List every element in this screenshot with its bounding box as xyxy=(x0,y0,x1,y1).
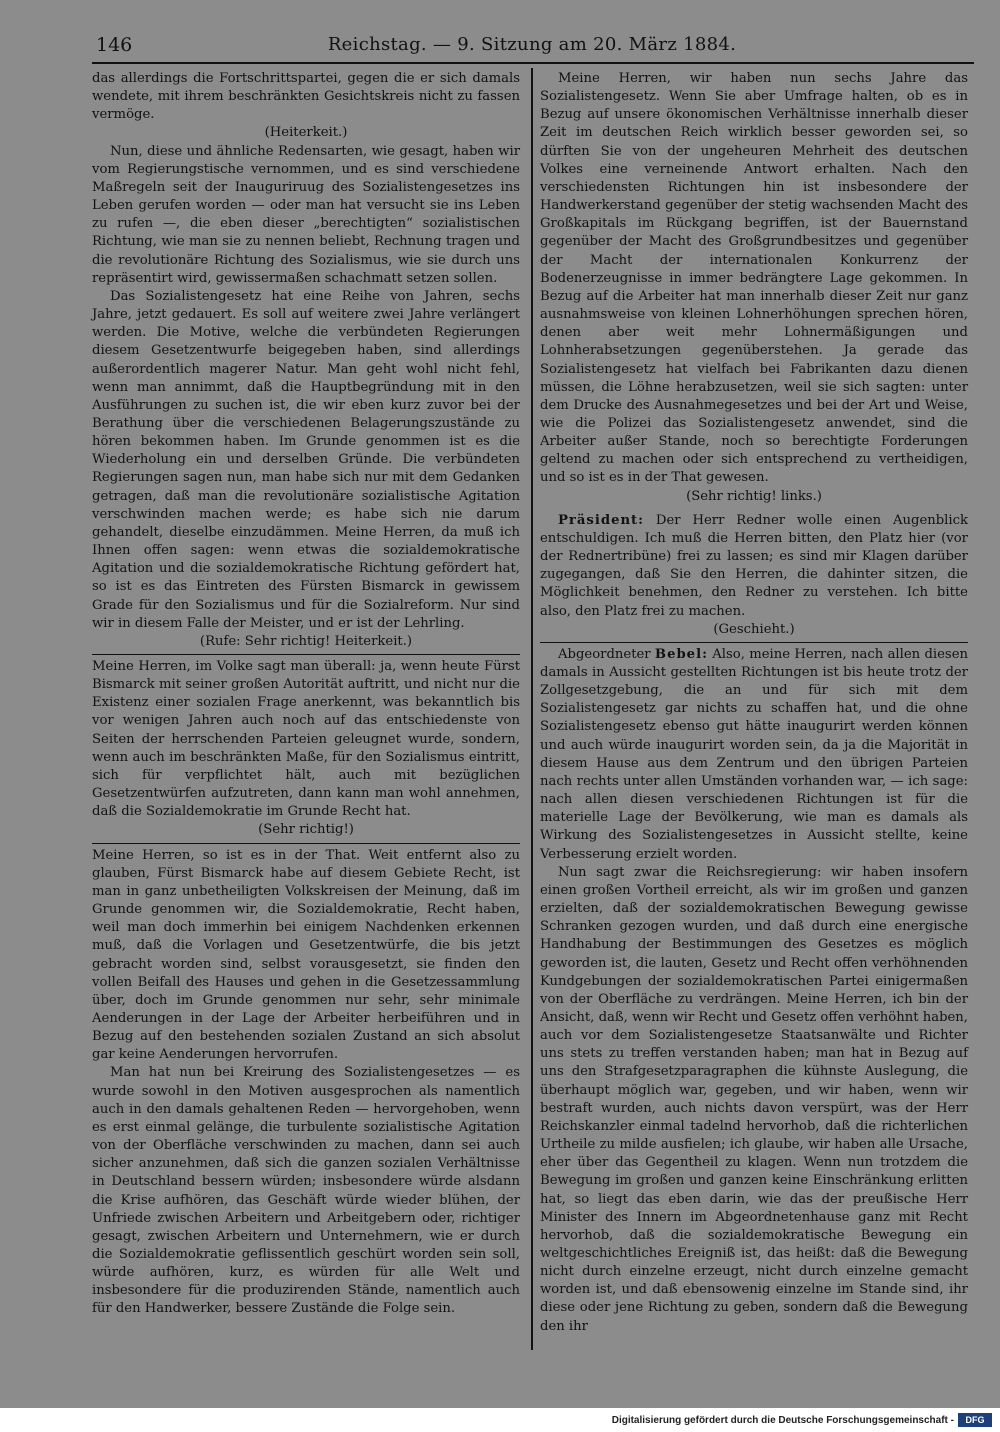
paragraph: Man hat nun bei Kreirung des Sozialistengesetzes — es wurde sowohl in den Motiven ausgesprochen als namentlich auch in den damals gehaltenen Reden — hervorgehoben, wenn es erst einmal gelänge, die turbulente sozialistische Agitation von der Oberfläche verschwinden zu machen, dann sei auch sicher anzunehmen, daß sich die ganzen sozialen Verhältnisse in Deutschland bessern würden; insbesondere würde alsdann die Krise aufhören, das Geschäft würde wieder blühen, der Unfriede zwischen Arbeitern und Arbeitgebern oder, richtiger gesagt, zwischen Arbeitern und Unternehmern, wie er durch die Sozialdemokratie geflissentlich geschürt worden sein soll, würde aufhören, kurz, es würden für alle Welt und insbesondere für die produzirenden Stände, namentlich auch für den Handwerker, bessere Zustände die Folge sein. xyxy=(92,1065,520,1317)
speaker-paragraph xyxy=(540,512,968,621)
stage-direction: (Heiterkeit.) xyxy=(264,125,348,141)
paragraph: Nun, diese und ähnliche Redensarten, wie gesagt, haben wir vom Regierungstische vernommen, und es sind verschiedene Maßregeln seit der Inauguriruug des Sozialistengesetzes ins Leben gerufen worden — oder man hat versucht sie ins Leben zu rufen —, die eben dieser „berechtigten“ sozialistischen Richtung, wie man sie zu nennen beliebt, Rechnung tragen und die revolutionäre Richtung des Sozialismus, wie sie durch uns repräsentirt wird, gewissermaßen schachmatt setzen sollen. xyxy=(92,143,520,286)
speaker-name: Bebel: xyxy=(654,646,708,662)
right-column xyxy=(540,70,968,1336)
paragraph: Meine Herren, wir haben nun sechs Jahre das Sozialistengesetz. Wenn Sie aber Umfrage halten, ob es in Bezug auf unsere ökonomischen Verhältnisse innerhalb dieser Zeit im deutschen Reich wirklich besser geworden sei, so dürften Sie von der ungeheuren Mehrheit des deutschen Volkes eine verneinende Antwort erhalten. Nach den verschiedensten Richtungen hin ist insbesondere der Handwerkerstand gegenüber der stetig wachsenden Macht des Großkapitals im Rückgang begriffen, ist der Bauernstand gegenüber der Macht des Großgrundbesitzes und gegenüber der Macht der internationalen Konkurrenz der Bodenerzeugnisse in immer bedrängtere Lage gekommen. In Bezug auf die Arbeiter hat man innerhalb dieser Zeit nur ganz ausnahmsweise von kleinen Lohnerhöhungen sprechen hören, denen aber weit mehr Lohnermäßigungen und Lohnherabsetzungen gegenüberstehen. Ja gerade das Sozialistengesetz hat vielfach bei Fabrikanten dazu dienen müssen, die Löhne herabzusetzen, weil sie sich sagten: unter dem Drucke des Ausnahmegesetzes und bei der Art und Weise, wie die Polizei das Sozialistengesetz anwendet, sind die Arbeiter außer Stande, noch so berechtigte Forderungen geltend zu machen oder sich entsprechend zu vertheidigen, und so ist es in der That gewesen. xyxy=(540,71,968,486)
paragraph: Das Sozialistengesetz hat eine Reihe von Jahren, sechs Jahre, jetzt gedauert. Es soll auf weitere zwei Jahre verlängert werden. Die Motive, welche die verbündeten Regierungen diesem Gesetzentwurfe beigegeben haben, sind allerdings außerordentlich magerer Natur. Man geht wohl nicht fehl, wenn man annimmt, daß die Hauptbegründung mit in den Ausführungen zu suchen ist, die wir eben kurz zuvor bei der Berathung über die verschiedenen Belagerungszustände zu hören bekommen haben. Im Grunde genommen ist es die Wiederholung ein und derselben Gründe. Die verbündeten Regierungen sagen nun, man habe sich nur mit dem Gedanken getragen, daß man die revolutionäre sozialistische Agitation verschwinden machen werde; es habe sich nie darum gehandelt, dieselbe einzudämmen. Meine Herren, da muß ich Ihnen offen sagen: wenn etwas die sozialdemokratische Agitation und die sozialdemokratische Richtung gefördert hat, so ist es das Eintreten des Fürsten Bismarck in gewissem Grade für den Sozialismus und für die Sozialreform. Nur sind wir in diesem Falle der Meister, und er ist der Lehrling. xyxy=(92,288,520,631)
speech-text: Der Herr Redner wolle einen Augenblick entschuldigen. Ich muß die Herren bitten, den Platz hier (vor der Rednertribüne) frei zu lassen; es sind mir Klagen darüber zugegangen, daß Sie den Herren, die dahinter sitzen, die Möglichkeit benehmen, den Redner zu verstehen. Ich bitte also, den Platz frei zu machen. xyxy=(540,512,968,619)
page-header xyxy=(92,32,972,60)
running-title: Reichstag. — 9. Sitzung am 20. März 1884. xyxy=(327,34,737,55)
digitization-footer xyxy=(0,1408,1000,1432)
header-rule xyxy=(92,62,974,64)
speaker-prefix: Abgeordneter xyxy=(558,646,651,662)
left-column xyxy=(92,70,520,1319)
speech-text: Also, meine Herren, nach allen diesen damals in Aussicht gestellten Richtungen ist bis heute trotz der Zollgesetzgebung, die an und für sich mit dem Sozialistengesetz gar nichts zu schaffen hat, und die ohne Sozialistengesetz ebenso gut hätte inaugurirt werden können und auch würde inaugurirt worden sein, da ja die Majorität in diesem Hause aus dem Zentrum und den übrigen Parteien nach rechts unter allen Umständen vorhanden war, — ich sage: nach allen diesen verschiedenen Richtungen ist für die materielle Lage der Bevölkerung, wie man es damals als Wirkung des Sozialistengesetzes in Aussicht stellte, keine Verbesserung erzielt worden. xyxy=(540,646,968,862)
dfg-logo: DFG xyxy=(958,1413,992,1427)
page-number: 146 xyxy=(96,34,133,56)
stage-direction: (Sehr richtig!) xyxy=(258,822,354,838)
paragraph: Meine Herren, so ist es in der That. Weit entfernt also zu glauben, Fürst Bismarck habe auf diesem Gebiete Recht, ist man in ganz unbetheiligten Volkskreisen der Meinung, daß im Grunde genommen wir, die Sozialdemokratie, Recht haben, weil man doch immerhin bei einigem Nachdenken erkennen muß, daß die Vorlagen und Gesetzentwürfe, die bis jetzt gebracht worden sind, selbst vorausgesetzt, sie finden den vollen Beifall des Hauses und gehen in die Gesetzessammlung über, doch im Grunde genommen nur sehr, sehr minimale Aenderungen in der Lage der Arbeiter herbeiführen und in Bezug auf den bestehenden sozialen Zustand an sich absolut gar keine Aenderungen hervorrufen. xyxy=(92,843,520,1065)
paragraph: das allerdings die Fortschrittspartei, gegen die er sich damals wendete, mit ihrem beschränkten Gesichtskreis nicht zu fassen vermöge. xyxy=(92,71,520,123)
stage-direction: (Rufe: Sehr richtig! Heiterkeit.) xyxy=(199,633,413,649)
paragraph: Nun sagt zwar die Reichsregierung: wir haben insofern einen großen Vortheil erreicht, als wir im großen und ganzen erzielten, daß der sozialdemokratischen Bewegung gewisse Schranken gezogen wurden, und daß durch eine energische Handhabung der Bestimmungen des Gesetzes es möglich geworden ist, die lauten, Gesetz und Recht offen verhöhnenden Kundgebungen der sozialdemokratischen Partei einigermaßen von der Oberfläche zu verdrängen. Meine Herren, ich bin der Ansicht, daß, wenn wir Recht und Gesetz offen verhöhnt haben, auch vor dem Sozialistengesetze Staatsanwälte und Richter uns stets zu treffen verstanden haben; man hat in Bezug auf uns den Strafgesetzparagraphen die kühnste Auslegung, die überhaupt möglich war, gegeben, und wir haben, wenn wir bestraft wurden, auch nichts davon verspürt, was der Herr Reichskanzler einmal tadelnd hervorhob, daß die richterlichen Urtheile zu milde ausfielen; ich glaube, wir haben alle Ursache, eher über das Gegentheil zu klagen. Wenn nun trotzdem die Bewegung im großen und ganzen keine Einschränkung erlitten hat, so liegt das eben darin, wie das der preußische Herr Minister des Innern im Abgeordnetenhause ganz mit Recht hervorhob, daß die sozialdemokratische Bewegung ein weltgeschichtliches Ereigniß ist, das heißt: daß die Bewegung nicht durch einzelne erzeugt, nicht durch einzelne gemacht worden ist, und daß ebensowenig einzelne im Stande sind, ihr diese oder jene Richtung zu geben, sondern daß die Bewegung den ihr xyxy=(540,864,968,1334)
speaker-paragraph xyxy=(540,642,968,864)
stage-direction: (Geschieht.) xyxy=(713,621,795,637)
stage-direction: (Sehr richtig! links.) xyxy=(686,488,822,504)
speaker-name: Präsident: xyxy=(558,512,645,528)
funding-credit: Digitalisierung gefördert durch die Deutsche Forschungsgemeinschaft - xyxy=(611,1415,954,1426)
paragraph: Meine Herren, im Volke sagt man überall: ja, wenn heute Fürst Bismarck mit seiner großen Autorität auftritt, und nicht nur die Existenz einer sozialen Frage anerkennt, was bekanntlich bis vor wenigen Jahren auch noch auf das entschiedenste von Seiten der herrschenden Parteien geleugnet wurde, sondern, wenn auch im beschränkten Maße, für den Sozialismus eintritt, sich für verpflichtet hält, auch mit bezüglichen Gesetzentwürfen aufzutreten, dann kann man wohl annehmen, daß die Sozialdemokratie im Grunde Recht hat. xyxy=(92,654,520,821)
column-divider xyxy=(531,68,533,1350)
